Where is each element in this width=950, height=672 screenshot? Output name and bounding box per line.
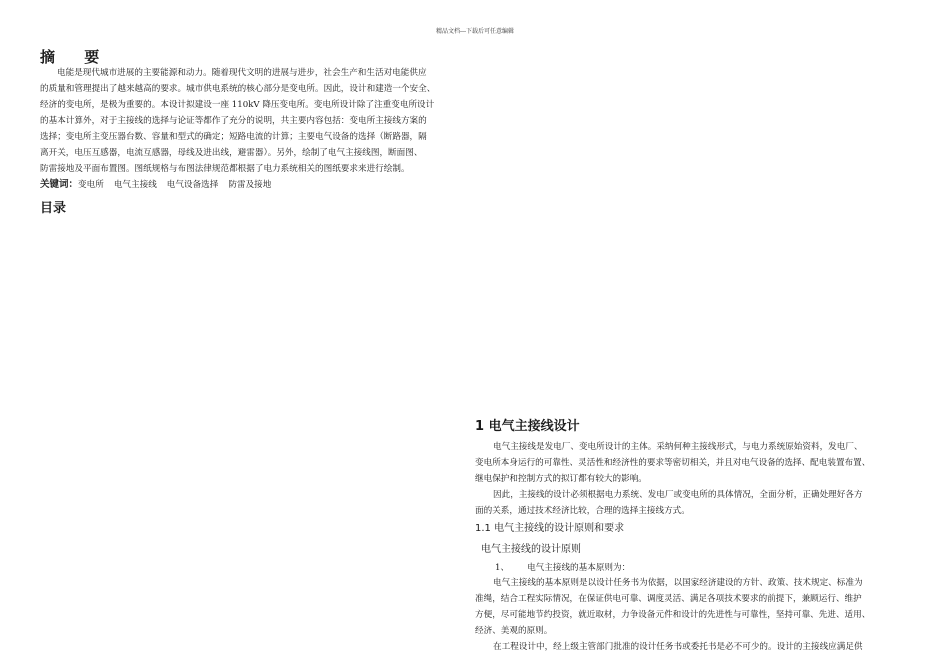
- list-item-number: 1、: [495, 563, 510, 573]
- abstract-line: 经济的变电所，是极为重要的。本设计拟建设一座 110kV 降压变电所。变电所设计除了注重变电所设计: [40, 100, 435, 110]
- section-heading: 1.1 电气主接线的设计原则和要求: [475, 523, 625, 534]
- paragraph-line: 继电保护和控制方式的拟订都有较大的影响。: [475, 474, 647, 484]
- paragraph-line: 准绳，结合工程实际情况，在保证供电可靠、调度灵活、满足各项技术要求的前提下，兼顾运行、维护: [475, 594, 862, 604]
- abstract-line: 电能是现代城市进展的主要能源和动力。随着现代文明的进展与进步，社会生产和生活对电能供应: [57, 68, 427, 78]
- abstract-line: 选择；变电所主变压器台数、容量和型式的确定；短路电流的计算；主要电气设备的选择（断路器，隔: [40, 132, 427, 142]
- paragraph-line: 电气主接线的基本原则是以设计任务书为依据，以国家经济建设的方针、政策、技术规定、标准为: [493, 578, 863, 588]
- paragraph-line: 变电所本身运行的可靠性、灵活性和经济性的要求等密切相关，并且对电气设备的选择、配电装置布置、: [475, 458, 871, 468]
- chapter-paragraph: [475, 575, 915, 639]
- keywords-label: 关键词：: [40, 179, 79, 190]
- keyword: 防雷及接地: [228, 180, 272, 190]
- abstract-line: 防雷接地及平面布置图。图纸规格与布图法律规范都根据了电力系统相关的图纸要求来进行绘制。: [40, 164, 410, 174]
- page-header: 精品文档---下载后可任意编辑: [435, 28, 515, 35]
- abstract-line: 的质量和管理提出了越来越高的要求。城市供电系统的核心部分是变电所。因此，设计和建造一个安全、: [40, 84, 436, 94]
- list-item: [495, 560, 630, 576]
- keyword: 电气主接线: [113, 180, 157, 190]
- abstract-line: 的基本计算外，对于主接线的选择与论证等都作了充分的说明，共主要内容包括：变电所主接线方案的: [40, 116, 427, 126]
- abstract-paragraph: [40, 65, 480, 177]
- chapter-title: 1 电气主接线设计: [475, 419, 580, 434]
- chapter-paragraph: [475, 439, 915, 487]
- paragraph-line: 因此，主接线的设计必须根据电力系统、发电厂或变电所的具体情况，全面分析，正确处理好各方: [493, 490, 863, 500]
- subsection-heading: 电气主接线的设计原则: [481, 544, 581, 555]
- paragraph-line: 面的关系，通过技术经济比较，合理的选择主接线方式。: [475, 506, 690, 516]
- toc-title: 目录: [40, 201, 67, 216]
- keywords-line: [40, 177, 271, 193]
- paragraph-line: 方便，尽可能地节约投资，就近取材，力争设备元件和设计的先进性与可靠性，坚持可靠、先进、适用、: [475, 610, 871, 620]
- list-item-text: 电气主接线的基本原则为：: [527, 563, 631, 573]
- keyword: 变电所: [78, 180, 104, 190]
- abstract-line: 离开关，电压互感器，电流互感器，母线及进出线，避雷器）。另外，绘制了电气主接线图，断面图、: [40, 148, 423, 158]
- chapter-paragraph: [475, 487, 915, 519]
- paragraph-line: 经济、美观的原则。: [475, 626, 553, 636]
- abstract-title: 摘 要: [40, 48, 112, 66]
- chapter-paragraph: [475, 639, 915, 655]
- keyword: 电气设备选择: [166, 180, 219, 190]
- paragraph-line: 在工程设计中，经上级主管部门批准的设计任务书或委托书是必不可少的。设计的主接线应满足供: [493, 642, 863, 652]
- paragraph-line: 电气主接线是发电厂、变电所设计的主体。采纳何种主接线形式，与电力系统原始资料，发电厂、: [493, 442, 863, 452]
